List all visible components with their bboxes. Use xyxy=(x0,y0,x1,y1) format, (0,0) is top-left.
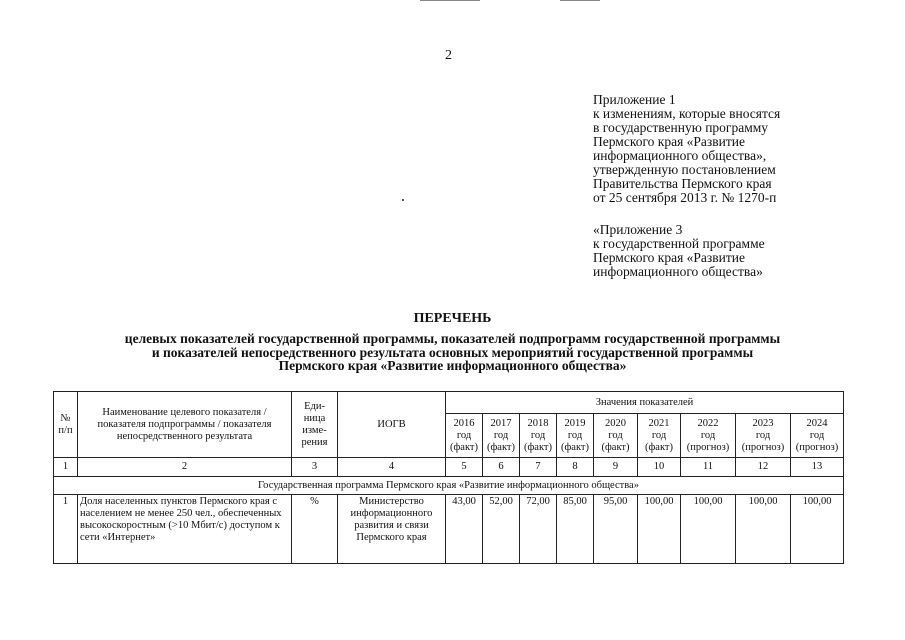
appendix-3-line: к государственной программе xyxy=(593,236,765,251)
column-number: 12 xyxy=(736,458,791,477)
row-value: 100,00 xyxy=(736,495,791,564)
row-value: 100,00 xyxy=(681,495,736,564)
header-year: 2024 год (прогноз) xyxy=(791,414,844,458)
header-year: 2016 год (факт) xyxy=(446,414,483,458)
subtitle-line: целевых показателей государственной программы, показателей подпрограмм государственной программы xyxy=(124,331,781,346)
column-number: 9 xyxy=(594,458,638,477)
row-value: 72,00 xyxy=(520,495,557,564)
document-title: ПЕРЕЧЕНЬ xyxy=(413,311,492,326)
appendix-1-line: от 25 сентября 2013 г. № 1270-п xyxy=(593,190,777,205)
top-edge-line xyxy=(560,0,600,1)
top-edge-line xyxy=(420,0,480,1)
header-values: Значения показателей xyxy=(446,392,844,414)
appendix-1-line: к изменениям, которые вносятся xyxy=(593,106,781,121)
row-value: 100,00 xyxy=(638,495,681,564)
subtitle-line: Пермского края «Развитие информационного общества» xyxy=(278,358,627,373)
header-year: 2018 год (факт) xyxy=(520,414,557,458)
document-subtitle xyxy=(60,332,845,373)
column-number: 2 xyxy=(78,458,292,477)
page-number: 2 xyxy=(445,48,452,63)
row-value: 95,00 xyxy=(594,495,638,564)
column-number: 5 xyxy=(446,458,483,477)
subtitle-line: и показателей непосредственного результата основных мероприятий государственной программы xyxy=(151,344,754,360)
row-value: 52,00 xyxy=(483,495,520,564)
program-section-row: Государственная программа Пермского края «Развитие информационного общества» xyxy=(54,477,844,495)
table-row xyxy=(54,495,844,564)
column-number: 13 xyxy=(791,458,844,477)
column-number: 1 xyxy=(54,458,78,477)
row-num: 1 xyxy=(54,495,78,564)
row-value: 43,00 xyxy=(446,495,483,564)
appendix-3-line: информационного общества» xyxy=(593,264,763,279)
column-number: 6 xyxy=(483,458,520,477)
scan-speck xyxy=(402,199,404,201)
column-number: 8 xyxy=(557,458,594,477)
header-year: 2022 год (прогноз) xyxy=(681,414,736,458)
appendix-1-line: Правительства Пермского края xyxy=(593,176,772,191)
indicators-table xyxy=(53,391,844,564)
header-unit: Еди-ница изме-рения xyxy=(292,392,338,458)
column-number: 11 xyxy=(681,458,736,477)
appendix-1-line: Приложение 1 xyxy=(593,92,676,107)
appendix-3-line: Пермского края «Развитие xyxy=(593,250,745,265)
appendix-3-block xyxy=(593,223,893,279)
column-number: 10 xyxy=(638,458,681,477)
row-value: 85,00 xyxy=(557,495,594,564)
header-year: 2017 год (факт) xyxy=(483,414,520,458)
column-number: 3 xyxy=(292,458,338,477)
header-year: 2023 год (прогноз) xyxy=(736,414,791,458)
header-iogv: ИОГВ xyxy=(338,392,446,458)
header-year: 2019 год (факт) xyxy=(557,414,594,458)
header-num: № п/п xyxy=(54,392,78,458)
appendix-1-line: информационного общества», xyxy=(593,148,767,163)
appendix-1-block xyxy=(593,93,893,205)
column-number: 4 xyxy=(338,458,446,477)
header-year: 2021 год (факт) xyxy=(638,414,681,458)
appendix-1-line: в государственную программу xyxy=(593,120,769,135)
appendix-1-line: Пермского края «Развитие xyxy=(593,134,745,149)
header-name: Наименование целевого показателя / показателя подпрограммы / показателя непосредственного результата xyxy=(78,392,292,458)
column-number: 7 xyxy=(520,458,557,477)
header-year: 2020 год (факт) xyxy=(594,414,638,458)
row-iogv: Министерство информационного развития и связи Пермского края xyxy=(338,495,446,564)
appendix-1-line: утвержденную постановлением xyxy=(593,162,776,177)
row-name: Доля населенных пунктов Пермского края с населением не менее 250 чел., обеспеченных высокоскоростным (>10 Мбит/с) доступом к сети «Интернет» xyxy=(78,495,292,564)
row-value: 100,00 xyxy=(791,495,844,564)
appendix-3-line: «Приложение 3 xyxy=(593,222,683,237)
row-unit: % xyxy=(292,495,338,564)
